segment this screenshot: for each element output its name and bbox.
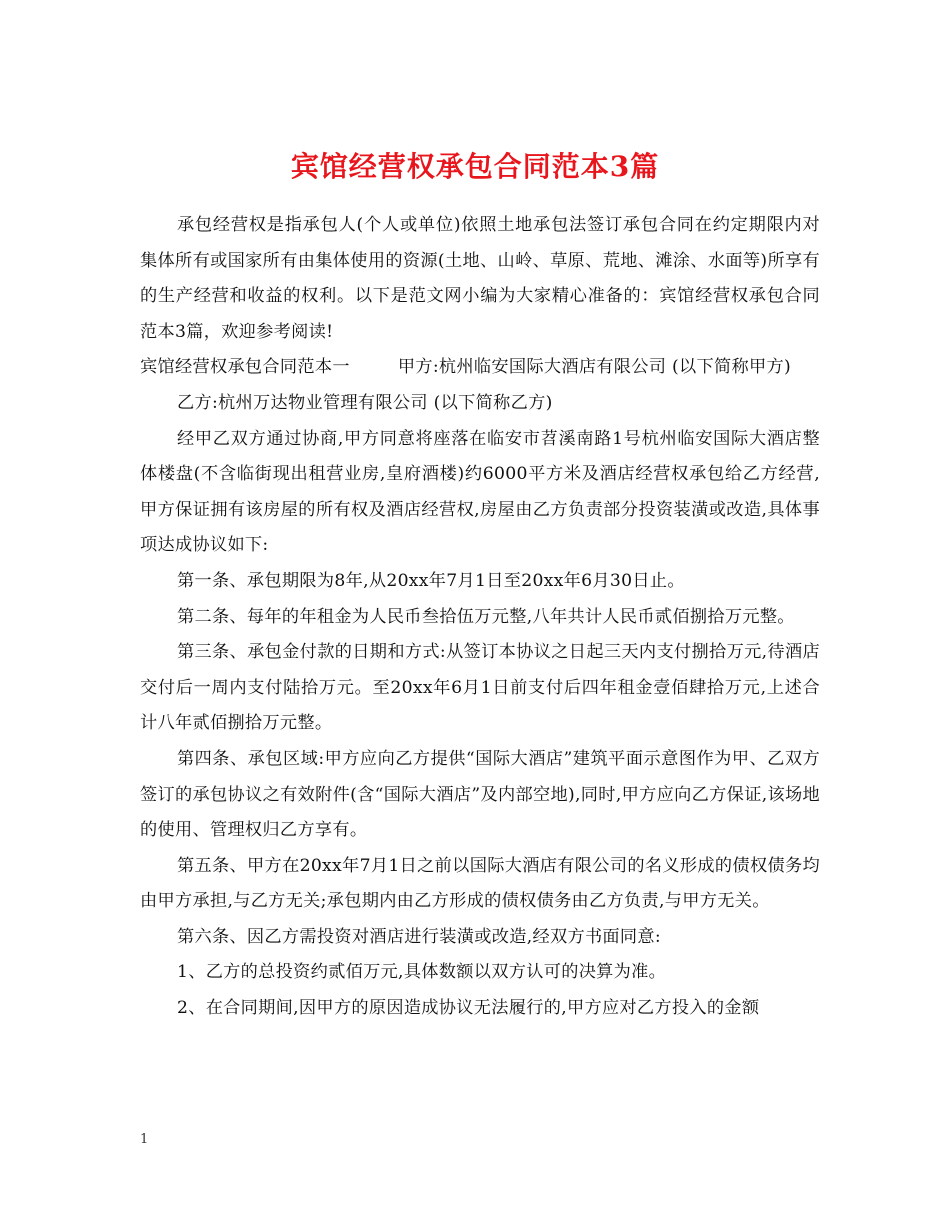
clause-paragraph: 第三条、承包金付款的日期和方式:从签订本协议之日起三天内支付捌拾万元,待酒店交付后一周内支付陆拾万元。至20xx年6月1日前支付后四年租金壹佰肆拾万元,上述合计八年贰佰捌拾万元整。	[140, 642, 820, 734]
section-heading-line	[140, 350, 820, 386]
party-a: 甲方:杭州临安国际大酒店有限公司 (以下简称甲方)	[397, 357, 791, 378]
clause-paragraph: 经甲乙双方通过协商,甲方同意将座落在临安市苕溪南路1号杭州临安国际大酒店整体楼盘(不含临街现出租营业房,皇府酒楼)约6000平方米及酒店经营权承包给乙方经营,甲方保证拥有该房屋的所有权及酒店经营权,房屋由乙方负责部分投资装潢或改造,具体事项达成协议如下:	[140, 428, 820, 556]
page-number: 1	[140, 1132, 149, 1147]
clause-paragraph: 第四条、承包区域:甲方应向乙方提供“国际大酒店”建筑平面示意图作为甲、乙双方签订的承包协议之有效附件(含“国际大酒店”及内部空地),同时,甲方应向乙方保证,该场地的使用、管理权归乙方享有。	[140, 748, 820, 841]
clause-paragraph: 第二条、每年的年租金为人民币叁拾伍万元整,八年共计人民币贰佰捌拾万元整。	[176, 606, 795, 627]
document-title: 宾馆经营权承包合同范本3篇	[290, 149, 660, 183]
intro-paragraph: 承包经营权是指承包人(个人或单位)依照土地承包法签订承包合同在约定期限内对集体所有或国家所有由集体使用的资源(土地、山岭、草原、荒地、滩涂、水面等)所享有的生产经营和收益的权利。以下是范文网小编为大家精心准备的：宾馆经营权承包合同范本3篇，欢迎参考阅读!	[140, 215, 820, 342]
section-heading: 宾馆经营权承包合同范本一	[140, 357, 350, 378]
clause-paragraph: 1、乙方的总投资约贰佰万元,具体数额以双方认可的决算为准。	[176, 962, 667, 983]
clause-paragraph: 2、在合同期间,因甲方的原因造成协议无法履行的,甲方应对乙方投入的金额	[176, 998, 760, 1019]
clause-paragraph: 第六条、因乙方需投资对酒店进行装潢或改造,经双方书面同意:	[176, 926, 661, 947]
party-b: 乙方:杭州万达物业管理有限公司 (以下简称乙方)	[176, 392, 553, 413]
clause-paragraph: 第五条、甲方在20xx年7月1日之前以国际大酒店有限公司的名义形成的债权债务均由甲方承担,与乙方无关;承包期内由乙方形成的债权债务由乙方负责,与甲方无关。	[140, 855, 820, 912]
clause-paragraph: 第一条、承包期限为8年,从20xx年7月1日至20xx年6月30日止。	[176, 570, 685, 591]
document-body	[140, 208, 820, 1027]
